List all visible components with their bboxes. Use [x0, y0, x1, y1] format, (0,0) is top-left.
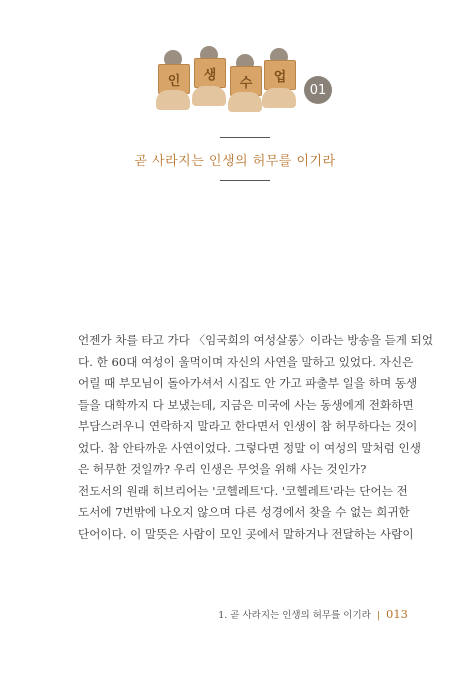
body-line: 언젠가 차를 타고 가다 〈임국희의 여성살롱〉이라는 방송을 듣게 되었 — [78, 333, 434, 347]
page-footer — [218, 607, 408, 621]
body-line: 단어이다. 이 말뜻은 사람이 모인 곳에서 말하거나 전달하는 사람이 — [78, 526, 414, 541]
banner-sign-1: 인 — [158, 64, 190, 94]
chapter-banner-illustration — [158, 50, 298, 120]
body-line: 도서에 7번밖에 나오지 않으며 다른 성경에서 찾을 수 없는 희귀한 — [78, 505, 410, 519]
running-title: 1. 곧 사라지는 인생의 허무를 이기라 — [218, 610, 371, 621]
banner-sign-2: 생 — [194, 58, 226, 88]
title-rule-bottom — [220, 180, 270, 181]
body-line: 어릴 때 부모님이 돌아가셔서 시집도 안 가고 파출부 일을 하며 동생 — [78, 376, 418, 390]
title-rule-top — [220, 137, 270, 138]
body-text — [78, 330, 434, 545]
body-line: 다. 한 60대 여성이 울먹이며 자신의 사연을 말하고 있었다. 자신은 — [78, 354, 414, 369]
body-line: 었다. 참 안타까운 사연이었다. 그렇다면 정말 이 여성의 말처럼 인생 — [78, 440, 421, 455]
footer-separator: | — [376, 610, 381, 621]
banner-sign-4: 업 — [264, 60, 296, 90]
banner-sign-3: 수 — [230, 66, 262, 96]
body-line: 은 허무한 것일까? 우리 인생은 무엇을 위해 사는 것인가? — [78, 462, 367, 476]
page-number: 013 — [386, 607, 408, 621]
chapter-number-badge: 01 — [304, 76, 332, 104]
chapter-title: 곧 사라지는 인생의 허무를 이기라 — [134, 154, 336, 169]
body-line: 들을 대학까지 다 보냈는데, 지금은 미국에 사는 동생에게 전화하면 — [78, 397, 414, 412]
body-line: 전도서의 원래 히브리어는 '코헬레트'다. '코헬레트'라는 단어는 전 — [78, 483, 408, 498]
body-line: 부담스러우니 연락하지 말라고 한다면서 인생이 참 허무하다는 것이 — [78, 419, 418, 433]
